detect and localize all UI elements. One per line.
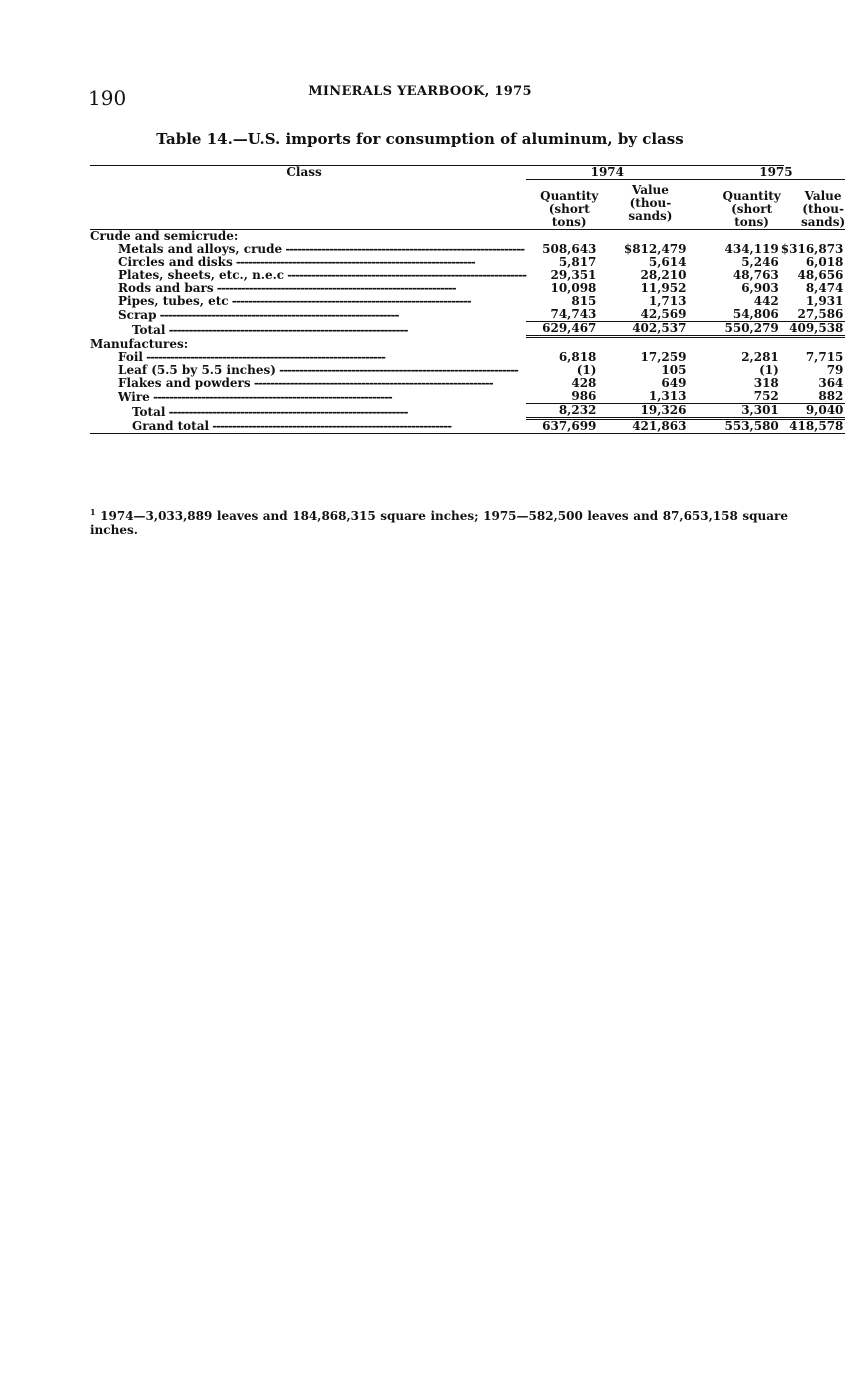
footnote-text: 1974—3,033,889 leaves and 184,868,315 square inches; 1975—582,500 leaves and 87,653,158 square inches. [90, 509, 788, 537]
cell-v1975: 6,018 [805, 255, 844, 269]
row-label [90, 308, 526, 322]
section-heading: Manufactures: [90, 337, 189, 351]
dot-leader: ------------------------------------------------------------ [213, 281, 456, 295]
cell-q1975: 54,806 [732, 307, 779, 321]
row-label-text: Wire [118, 389, 150, 404]
dot-leader: ------------------------------------------------------------ [165, 322, 408, 337]
cell-q1974: 10,098 [550, 281, 597, 295]
total-v1974: 402,537 [598, 322, 688, 337]
row-label-text: Plates, sheets, etc., n.e.c [118, 268, 285, 282]
total-v1974: 19,326 [598, 404, 688, 419]
cell-v1975: 364 [818, 376, 844, 390]
total-q1974: 629,467 [526, 322, 598, 337]
cell-v1975: $316,873 [780, 242, 844, 256]
section-total-row [90, 404, 845, 419]
total-v1975: 9,040 [781, 404, 845, 419]
cell-v1974: 5,614 [648, 255, 687, 269]
cell-q1975: 2,281 [741, 350, 779, 364]
cell-q1975: (1) [759, 363, 779, 377]
row-label-text: Rods and bars [118, 281, 214, 295]
cell-q1974: 5,817 [558, 255, 597, 269]
total-label-text: Total [132, 404, 166, 419]
row-label-text: Flakes and powders [118, 376, 251, 390]
year-header-1974: 1974 [526, 166, 688, 180]
cell-v1975: 79 [826, 363, 844, 377]
table-title: Table 14.—U.S. imports for consumption of aluminum, by class [156, 130, 684, 148]
quantity-1975-header: Quantity (short tons) [688, 180, 780, 230]
cell-q1974: 986 [571, 389, 597, 403]
cell-q1974: 74,743 [550, 307, 597, 321]
cell-v1975: 1,931 [805, 294, 844, 308]
table-row [90, 295, 845, 308]
cell-v1975: 882 [818, 389, 844, 403]
quantity-1974-header: Quantity (short tons) [526, 180, 598, 230]
dot-leader: ------------------------------------------------------------ [250, 376, 493, 390]
dot-leader: ------------------------------------------------------------ [284, 268, 527, 282]
total-label [90, 404, 526, 419]
row-label-text: Foil [118, 350, 143, 364]
row-label [90, 295, 526, 308]
class-header: Class [90, 166, 526, 230]
total-v1975: 409,538 [781, 322, 845, 337]
grand-total-label-text: Grand total [132, 419, 210, 433]
cell-q1975: 5,246 [741, 255, 779, 269]
value-1975-header: Value (thou- sands) [781, 180, 845, 230]
row-label [90, 377, 526, 390]
grand-total-q1975: 553,580 [688, 419, 780, 434]
running-head: MINERALS YEARBOOK, 1975 [308, 84, 532, 99]
cell-v1974: $812,479 [623, 242, 687, 256]
dot-leader: ------------------------------------------------------------ [209, 419, 452, 433]
table-body [90, 230, 845, 434]
table-row [90, 308, 845, 322]
row-label-text: Pipes, tubes, etc [118, 294, 229, 308]
dot-leader: ------------------------------------------------------------ [165, 404, 408, 419]
year-header-1975: 1975 [688, 166, 845, 180]
imports-table [90, 165, 845, 434]
row-label-text: Circles and disks [118, 255, 233, 269]
cell-q1975: 442 [753, 294, 779, 308]
table-row [90, 377, 845, 390]
grand-total-v1974: 421,863 [598, 419, 688, 434]
cell-v1974: 1,713 [648, 294, 687, 308]
section-total-row [90, 322, 845, 337]
row-label-text: Scrap [118, 307, 157, 322]
total-label [90, 322, 526, 337]
section-heading-row [90, 230, 845, 244]
footnote-marker: 1 [90, 507, 96, 517]
cell-q1974: (1) [576, 363, 597, 377]
total-label-text: Total [132, 322, 166, 337]
cell-v1975: 48,656 [797, 268, 844, 282]
page-number: 190 [88, 86, 127, 110]
total-q1975: 3,301 [688, 404, 780, 419]
cell-v1975: 27,586 [797, 307, 844, 321]
cell-q1975: 318 [753, 376, 779, 390]
cell-q1975: 48,763 [732, 268, 779, 282]
dot-leader: ------------------------------------------------------------ [232, 255, 475, 269]
total-q1974: 8,232 [526, 404, 598, 419]
section-heading-row [90, 337, 845, 352]
cell-q1975: 6,903 [741, 281, 779, 295]
cell-v1974: 28,210 [640, 268, 687, 282]
cell-v1974: 17,259 [640, 350, 687, 364]
grand-total-label [90, 419, 526, 434]
cell-q1974: 815 [571, 294, 597, 308]
cell-v1975: 7,715 [805, 350, 844, 364]
row-label [90, 390, 526, 404]
section-heading: Crude and semicrude: [90, 229, 239, 243]
total-q1975: 550,279 [688, 322, 780, 337]
cell-v1974: 11,952 [640, 281, 687, 295]
data-table [90, 166, 845, 434]
grand-total-v1975: 418,578 [781, 419, 845, 434]
cell-q1974: 508,643 [542, 242, 597, 256]
cell-q1974: 428 [571, 376, 597, 390]
value-1974-header: Value (thou- sands) [598, 180, 688, 230]
dot-leader: ------------------------------------------------------------ [282, 242, 525, 256]
cell-q1974: 29,351 [550, 268, 597, 282]
dot-leader: ------------------------------------------------------------ [275, 363, 518, 377]
cell-v1974: 649 [661, 376, 687, 390]
cell-q1974: 6,818 [558, 350, 597, 364]
footnote [90, 505, 788, 537]
cell-v1974: 105 [661, 363, 687, 377]
cell-q1975: 752 [753, 389, 779, 403]
row-label-text: Metals and alloys, crude [118, 242, 283, 256]
cell-v1974: 1,313 [648, 389, 687, 403]
cell-q1975: 434,119 [724, 242, 779, 256]
dot-leader: ------------------------------------------------------------ [228, 294, 471, 308]
cell-v1974: 42,569 [640, 307, 687, 321]
table-row [90, 390, 845, 404]
dot-leader: ------------------------------------------------------------ [149, 389, 392, 404]
grand-total-q1974: 637,699 [526, 419, 598, 434]
dot-leader: ------------------------------------------------------------ [156, 307, 399, 322]
grand-total-row [90, 419, 845, 434]
row-label-text: Leaf (5.5 by 5.5 inches) [118, 363, 276, 377]
cell-v1975: 8,474 [805, 281, 844, 295]
dot-leader: ------------------------------------------------------------ [142, 350, 385, 364]
